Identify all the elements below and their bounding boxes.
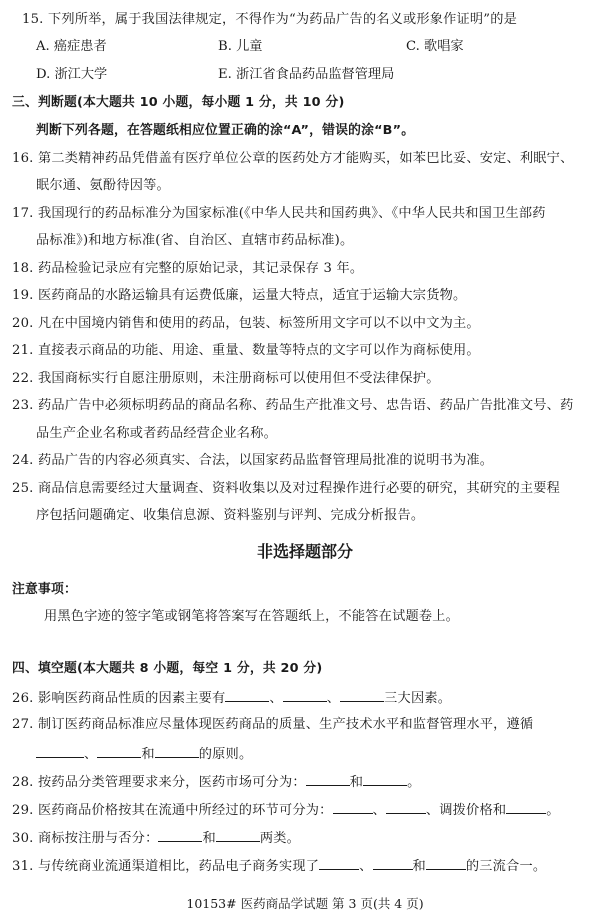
question-29-tail: 。 — [546, 803, 560, 818]
question-31 — [12, 857, 546, 875]
question-26-tail: 三大因素。 — [384, 691, 452, 706]
separator: 、调拨价格和 — [425, 803, 507, 818]
answer-blank[interactable] — [340, 689, 384, 702]
answer-blank[interactable] — [36, 745, 84, 758]
separator: 、 — [84, 747, 98, 762]
question-18: 18. 药品检验记录应有完整的原始记录，其记录保存 3 年。 — [12, 261, 364, 276]
question-28-text: 28. 按药品分类管理要求来分，医药市场可分为： — [12, 775, 306, 790]
option-a: A. 癌症患者 — [36, 39, 107, 54]
answer-blank[interactable] — [426, 857, 466, 870]
question-17-line-1: 17. 我国现行的药品标准分为国家标准(《中华人民共和国药典》、《中华人民共和国卫生部药 — [12, 206, 546, 221]
separator: 和 — [141, 747, 155, 762]
answer-blank[interactable] — [283, 689, 327, 702]
question-15-stem: 15. 下列所举，属于我国法律规定，不得作为“为药品广告的名义或形象作证明”的是 — [22, 12, 518, 27]
question-23-line-2: 品生产企业名称或者药品经营企业名称。 — [36, 426, 277, 441]
question-16-line-2: 眠尔通、氨酚待因等。 — [36, 178, 170, 193]
notice-heading: 注意事项： — [12, 582, 77, 597]
question-31-text: 31. 与传统商业流通渠道相比，药品电子商务实现了 — [12, 859, 320, 874]
answer-blank[interactable] — [386, 801, 426, 814]
separator: 和 — [412, 859, 426, 874]
section-3-instruction: 判断下列各题，在答题纸相应位置正确的涂“A”，错误的涂“B”。 — [36, 123, 415, 138]
section-3-heading: 三、判断题(本大题共 10 小题，每小题 1 分，共 10 分) — [12, 95, 345, 110]
separator: 、 — [359, 859, 373, 874]
answer-blank[interactable] — [158, 829, 202, 842]
question-16-line-1: 16. 第二类精神药品凭借盖有医疗单位公章的医药处方才能购买，如苯巴比妥、安定、利眠宁、 — [12, 151, 574, 166]
question-19: 19. 医药商品的水路运输具有运费低廉，运量大特点，适宜于运输大宗货物。 — [12, 288, 467, 303]
question-26-text: 26. 影响医药商品性质的因素主要有 — [12, 691, 226, 706]
question-24: 24. 药品广告的内容必须真实、合法，以国家药品监督管理局批准的说明书为准。 — [12, 453, 494, 468]
answer-blank[interactable] — [373, 857, 413, 870]
separator: 、 — [269, 691, 283, 706]
question-30-tail: 两类。 — [259, 831, 301, 846]
part-title: 非选择题部分 — [256, 542, 353, 561]
separator: 、 — [326, 691, 341, 706]
question-21: 21. 直接表示商品的功能、用途、重量、数量等特点的文字可以作为商标使用。 — [12, 343, 480, 358]
separator: 、 — [372, 803, 386, 818]
answer-blank[interactable] — [506, 801, 546, 814]
answer-blank[interactable] — [333, 801, 373, 814]
question-30-text: 30. 商标按注册与否分： — [12, 831, 159, 846]
page-footer: 10153# 医药商品学试题 第 3 页(共 4 页) — [186, 896, 424, 911]
question-25-line-2: 序包括问题确定、收集信息源、资料鉴别与评判、完成分析报告。 — [36, 508, 425, 523]
separator: 和 — [202, 831, 216, 846]
option-e: E. 浙江省食品药品监督管理局 — [218, 67, 395, 82]
question-28 — [12, 773, 421, 791]
question-27-tail: 的原则。 — [198, 747, 253, 762]
answer-blank[interactable] — [97, 745, 141, 758]
question-17-line-2: 品标准》)和地方标准(省、自治区、直辖市药品标准)。 — [36, 233, 354, 248]
question-26 — [12, 689, 451, 707]
answer-blank[interactable] — [216, 829, 260, 842]
question-27-line-2 — [36, 745, 252, 763]
answer-blank[interactable] — [319, 857, 359, 870]
question-30 — [12, 829, 300, 847]
question-22: 22. 我国商标实行自愿注册原则，未注册商标可以使用但不受法律保护。 — [12, 371, 440, 386]
answer-blank[interactable] — [155, 745, 199, 758]
option-d: D. 浙江大学 — [36, 67, 108, 82]
option-b: B. 儿童 — [218, 39, 263, 54]
option-c: C. 歌唱家 — [406, 39, 464, 54]
question-29 — [12, 801, 560, 819]
question-27-line-1: 27. 制订医药商品标准应尽量体现医药商品的质量、生产技术水平和监督管理水平，遵循 — [12, 717, 534, 732]
question-20: 20. 凡在中国境内销售和使用的药品，包装、标签所用文字可以不以中文为主。 — [12, 316, 480, 331]
separator: 和 — [349, 775, 364, 790]
section-4-heading: 四、填空题(本大题共 8 小题，每空 1 分，共 20 分) — [12, 661, 323, 676]
notice-text: 用黑色字迹的签字笔或钢笔将答案写在答题纸上，不能答在试题卷上。 — [44, 609, 460, 624]
answer-blank[interactable] — [225, 689, 269, 702]
question-25-line-1: 25. 商品信息需要经过大量调查、资料收集以及对过程操作进行必要的研究，其研究的主要程 — [12, 481, 561, 496]
question-29-text: 29. 医药商品价格按其在流通中所经过的环节可分为： — [12, 803, 333, 818]
question-31-tail: 的三流合一。 — [465, 859, 547, 874]
question-23-line-1: 23. 药品广告中必须标明药品的商品名称、药品生产批准文号、忠告语、药品广告批准文号、药 — [12, 398, 574, 413]
answer-blank[interactable] — [306, 773, 350, 786]
question-28-tail: 。 — [407, 775, 421, 790]
answer-blank[interactable] — [363, 773, 407, 786]
